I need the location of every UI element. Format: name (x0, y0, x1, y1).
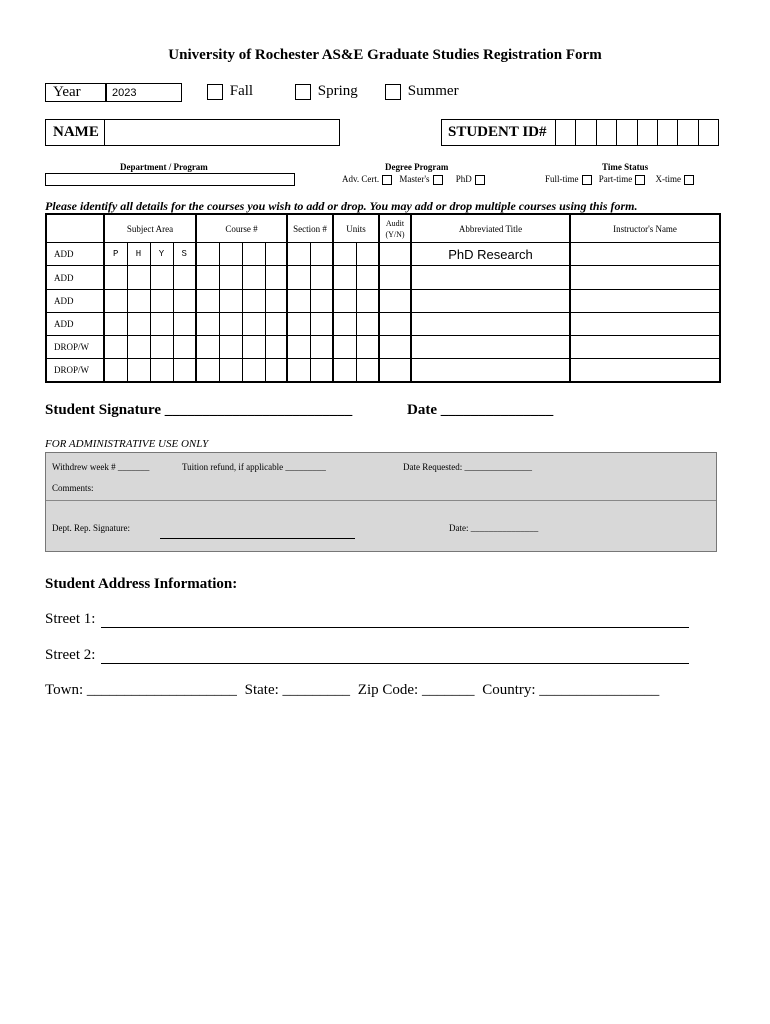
subject-letter-cell[interactable] (127, 336, 150, 359)
id-digit-cell[interactable] (698, 119, 719, 146)
instructor-cell[interactable] (570, 266, 720, 289)
date-requested: Date Requested: _______________ (403, 462, 532, 472)
id-digit-cell[interactable] (575, 119, 596, 146)
section-cell[interactable] (287, 289, 310, 312)
degree-phd: PhD (455, 174, 472, 184)
time-part: Part-time (598, 174, 633, 184)
course-number-cell[interactable] (242, 289, 265, 312)
address-heading: Student Address Information: (45, 576, 238, 592)
degree-options (342, 174, 485, 185)
subject-letter-cell[interactable] (150, 312, 173, 335)
tuition-refund: Tuition refund, if applicable _________ (182, 462, 326, 472)
subject-letter-cell[interactable] (150, 266, 173, 289)
header-title: Abbreviated Title (411, 214, 570, 243)
course-number-cell[interactable] (196, 266, 219, 289)
units-cell[interactable] (356, 243, 379, 266)
id-digit-cell[interactable] (596, 119, 617, 146)
department-label: Department / Program (120, 162, 208, 172)
student-id-label-box (441, 119, 556, 146)
student-signature[interactable]: Student Signature _________________________ (45, 402, 353, 418)
section-cell[interactable] (310, 243, 333, 266)
course-number-cell[interactable] (242, 359, 265, 382)
header-subject: Subject Area (104, 214, 196, 243)
subject-letter-cell[interactable] (173, 289, 196, 312)
degree-adv-cert: Adv. Cert. (342, 174, 380, 184)
dept-rep-signature-line (160, 538, 355, 539)
subject-letter-cell[interactable] (104, 359, 127, 382)
instructor-cell[interactable] (570, 359, 720, 382)
street2-label: Street 2: (45, 647, 96, 663)
course-number-cell[interactable] (242, 243, 265, 266)
row-action-label: DROP/W (46, 359, 104, 382)
term-spring[interactable] (295, 83, 358, 100)
subject-letter-cell[interactable] (173, 359, 196, 382)
course-number-cell[interactable] (242, 336, 265, 359)
subject-letter-cell[interactable]: P (104, 243, 127, 266)
section-cell[interactable] (287, 336, 310, 359)
table-row (46, 243, 720, 266)
course-number-cell[interactable] (196, 243, 219, 266)
id-digit-cell[interactable] (677, 119, 698, 146)
subject-letter-cell[interactable]: S (173, 243, 196, 266)
row-action-label: ADD (46, 266, 104, 289)
department-input[interactable] (45, 173, 295, 186)
header-audit: Audit (Y/N) (379, 214, 411, 243)
subject-letter-cell[interactable]: H (127, 243, 150, 266)
address-line3 (45, 682, 659, 699)
subject-letter-cell[interactable]: Y (150, 243, 173, 266)
street2-input[interactable] (101, 663, 689, 664)
spring-checkbox[interactable] (295, 84, 311, 100)
course-number-cell[interactable] (196, 289, 219, 312)
instructor-cell[interactable] (570, 243, 720, 266)
title-cell[interactable] (411, 266, 570, 289)
admin-heading: FOR ADMINISTRATIVE USE ONLY (45, 438, 209, 450)
street1-label: Street 1: (45, 611, 96, 627)
name-label-box (45, 119, 105, 146)
course-number-cell[interactable] (242, 312, 265, 335)
admin-date: Date: _______________ (449, 523, 539, 533)
summer-label: Summer (407, 83, 459, 99)
subject-letter-cell[interactable] (150, 289, 173, 312)
header-blank (46, 214, 104, 243)
term-summer[interactable] (385, 83, 459, 100)
table-row (46, 266, 720, 289)
zip-field[interactable]: Zip Code: _______ (357, 682, 475, 698)
section-cell[interactable] (287, 266, 310, 289)
subject-letter-cell[interactable] (104, 312, 127, 335)
dept-rep-signature: Dept. Rep. Signature: (52, 523, 130, 533)
course-number-cell[interactable] (265, 312, 287, 335)
subject-letter-cell[interactable] (127, 289, 150, 312)
audit-cell[interactable] (379, 312, 411, 335)
year-value: 2023 (112, 87, 137, 99)
subject-letter-cell[interactable] (127, 266, 150, 289)
spring-label: Spring (317, 83, 358, 99)
header-instructor: Instructor's Name (570, 214, 720, 243)
time-full: Full-time (545, 174, 579, 184)
title-cell[interactable] (411, 336, 570, 359)
title-cell[interactable]: PhD Research (411, 243, 570, 266)
audit-cell[interactable] (379, 266, 411, 289)
form-title: University of Rochester AS&E Graduate Studies Registration Form (168, 47, 602, 63)
row-action-label: ADD (46, 243, 104, 266)
course-number-cell[interactable] (196, 336, 219, 359)
course-number-cell[interactable] (265, 359, 287, 382)
instructor-cell[interactable] (570, 312, 720, 335)
name-label: NAME (53, 124, 99, 140)
state-field[interactable]: State: _________ (244, 682, 351, 698)
units-cell[interactable] (333, 312, 356, 335)
admin-comments: Comments: (52, 483, 94, 493)
course-number-cell[interactable] (196, 359, 219, 382)
audit-cell[interactable] (379, 336, 411, 359)
fall-label: Fall (229, 83, 254, 99)
term-fall[interactable] (207, 83, 253, 100)
course-number-cell[interactable] (242, 266, 265, 289)
section-cell[interactable] (287, 312, 310, 335)
subject-letter-cell[interactable] (150, 336, 173, 359)
id-digit-cell[interactable] (616, 119, 637, 146)
subject-letter-cell[interactable] (104, 289, 127, 312)
units-cell[interactable] (356, 266, 379, 289)
subject-letter-cell[interactable] (150, 359, 173, 382)
signature-date[interactable]: Date _______________ (407, 402, 554, 418)
instructor-cell[interactable] (570, 289, 720, 312)
degree-label: Degree Program (385, 162, 449, 172)
year-label-box (45, 83, 106, 102)
adv-cert-checkbox[interactable] (382, 175, 392, 185)
street1-input[interactable] (101, 627, 689, 628)
header-units: Units (333, 214, 379, 243)
units-cell[interactable] (333, 359, 356, 382)
instructor-cell[interactable] (570, 336, 720, 359)
id-digit-cell[interactable] (555, 119, 576, 146)
section-cell[interactable] (310, 266, 333, 289)
year-label: Year (53, 84, 81, 100)
course-number-cell[interactable] (265, 266, 287, 289)
table-row (46, 359, 720, 382)
units-cell[interactable] (356, 289, 379, 312)
country-field[interactable]: Country: ________________ (482, 682, 660, 698)
course-table (45, 213, 721, 383)
title-cell[interactable] (411, 359, 570, 382)
subject-letter-cell[interactable] (127, 312, 150, 335)
subject-letter-cell[interactable] (104, 336, 127, 359)
row-action-label: DROP/W (46, 336, 104, 359)
full-time-checkbox[interactable] (582, 175, 592, 185)
course-number-cell[interactable] (219, 289, 242, 312)
units-cell[interactable] (333, 336, 356, 359)
units-cell[interactable] (333, 243, 356, 266)
subject-letter-cell[interactable] (173, 336, 196, 359)
units-cell[interactable] (333, 289, 356, 312)
course-number-cell[interactable] (265, 336, 287, 359)
id-digit-cell[interactable] (637, 119, 658, 146)
units-cell[interactable] (356, 359, 379, 382)
street2-row (45, 647, 95, 664)
admin-divider (46, 500, 716, 501)
table-row (46, 289, 720, 312)
town-field[interactable]: Town: ____________________ (45, 682, 237, 698)
time-x: X-time (655, 174, 681, 184)
masters-checkbox[interactable] (433, 175, 443, 185)
section-cell[interactable] (287, 243, 310, 266)
x-time-checkbox[interactable] (684, 175, 694, 185)
section-cell[interactable] (310, 336, 333, 359)
section-cell[interactable] (287, 359, 310, 382)
subject-letter-cell[interactable] (104, 266, 127, 289)
id-digit-cell[interactable] (657, 119, 678, 146)
audit-cell[interactable] (379, 289, 411, 312)
units-cell[interactable] (356, 312, 379, 335)
degree-masters: Master's (399, 174, 430, 184)
table-row (46, 336, 720, 359)
subject-letter-cell[interactable] (173, 266, 196, 289)
table-header-row (46, 214, 720, 243)
course-number-cell[interactable] (219, 312, 242, 335)
section-cell[interactable] (310, 359, 333, 382)
section-cell[interactable] (310, 289, 333, 312)
title-cell[interactable] (411, 289, 570, 312)
subject-letter-cell[interactable] (127, 359, 150, 382)
subject-letter-cell[interactable] (173, 312, 196, 335)
admin-section (45, 452, 717, 552)
instructions: Please identify all details for the courses you wish to add or drop. You may add or drop multiple courses using this form. (45, 199, 638, 213)
course-number-cell[interactable] (265, 289, 287, 312)
course-number-cell[interactable] (219, 359, 242, 382)
course-number-cell[interactable] (265, 243, 287, 266)
header-section: Section # (287, 214, 333, 243)
student-id-label: STUDENT ID# (448, 124, 547, 140)
student-id-input[interactable] (555, 119, 719, 146)
units-cell[interactable] (333, 266, 356, 289)
fall-checkbox[interactable] (207, 84, 223, 100)
audit-cell[interactable] (379, 243, 411, 266)
time-status-label: Time Status (602, 162, 649, 172)
withdrew-week: Withdrew week # _______ (52, 462, 150, 472)
units-cell[interactable] (356, 336, 379, 359)
time-status-options (545, 174, 694, 185)
name-input[interactable] (104, 119, 340, 146)
title-cell[interactable] (411, 312, 570, 335)
part-time-checkbox[interactable] (635, 175, 645, 185)
course-number-cell[interactable] (196, 312, 219, 335)
row-action-label: ADD (46, 312, 104, 335)
header-course: Course # (196, 214, 287, 243)
course-number-cell[interactable] (219, 243, 242, 266)
section-cell[interactable] (310, 312, 333, 335)
course-number-cell[interactable] (219, 266, 242, 289)
audit-cell[interactable] (379, 359, 411, 382)
row-action-label: ADD (46, 289, 104, 312)
phd-checkbox[interactable] (475, 175, 485, 185)
summer-checkbox[interactable] (385, 84, 401, 100)
table-row (46, 312, 720, 335)
street1-row (45, 611, 95, 628)
course-number-cell[interactable] (219, 336, 242, 359)
year-input[interactable] (106, 83, 182, 102)
